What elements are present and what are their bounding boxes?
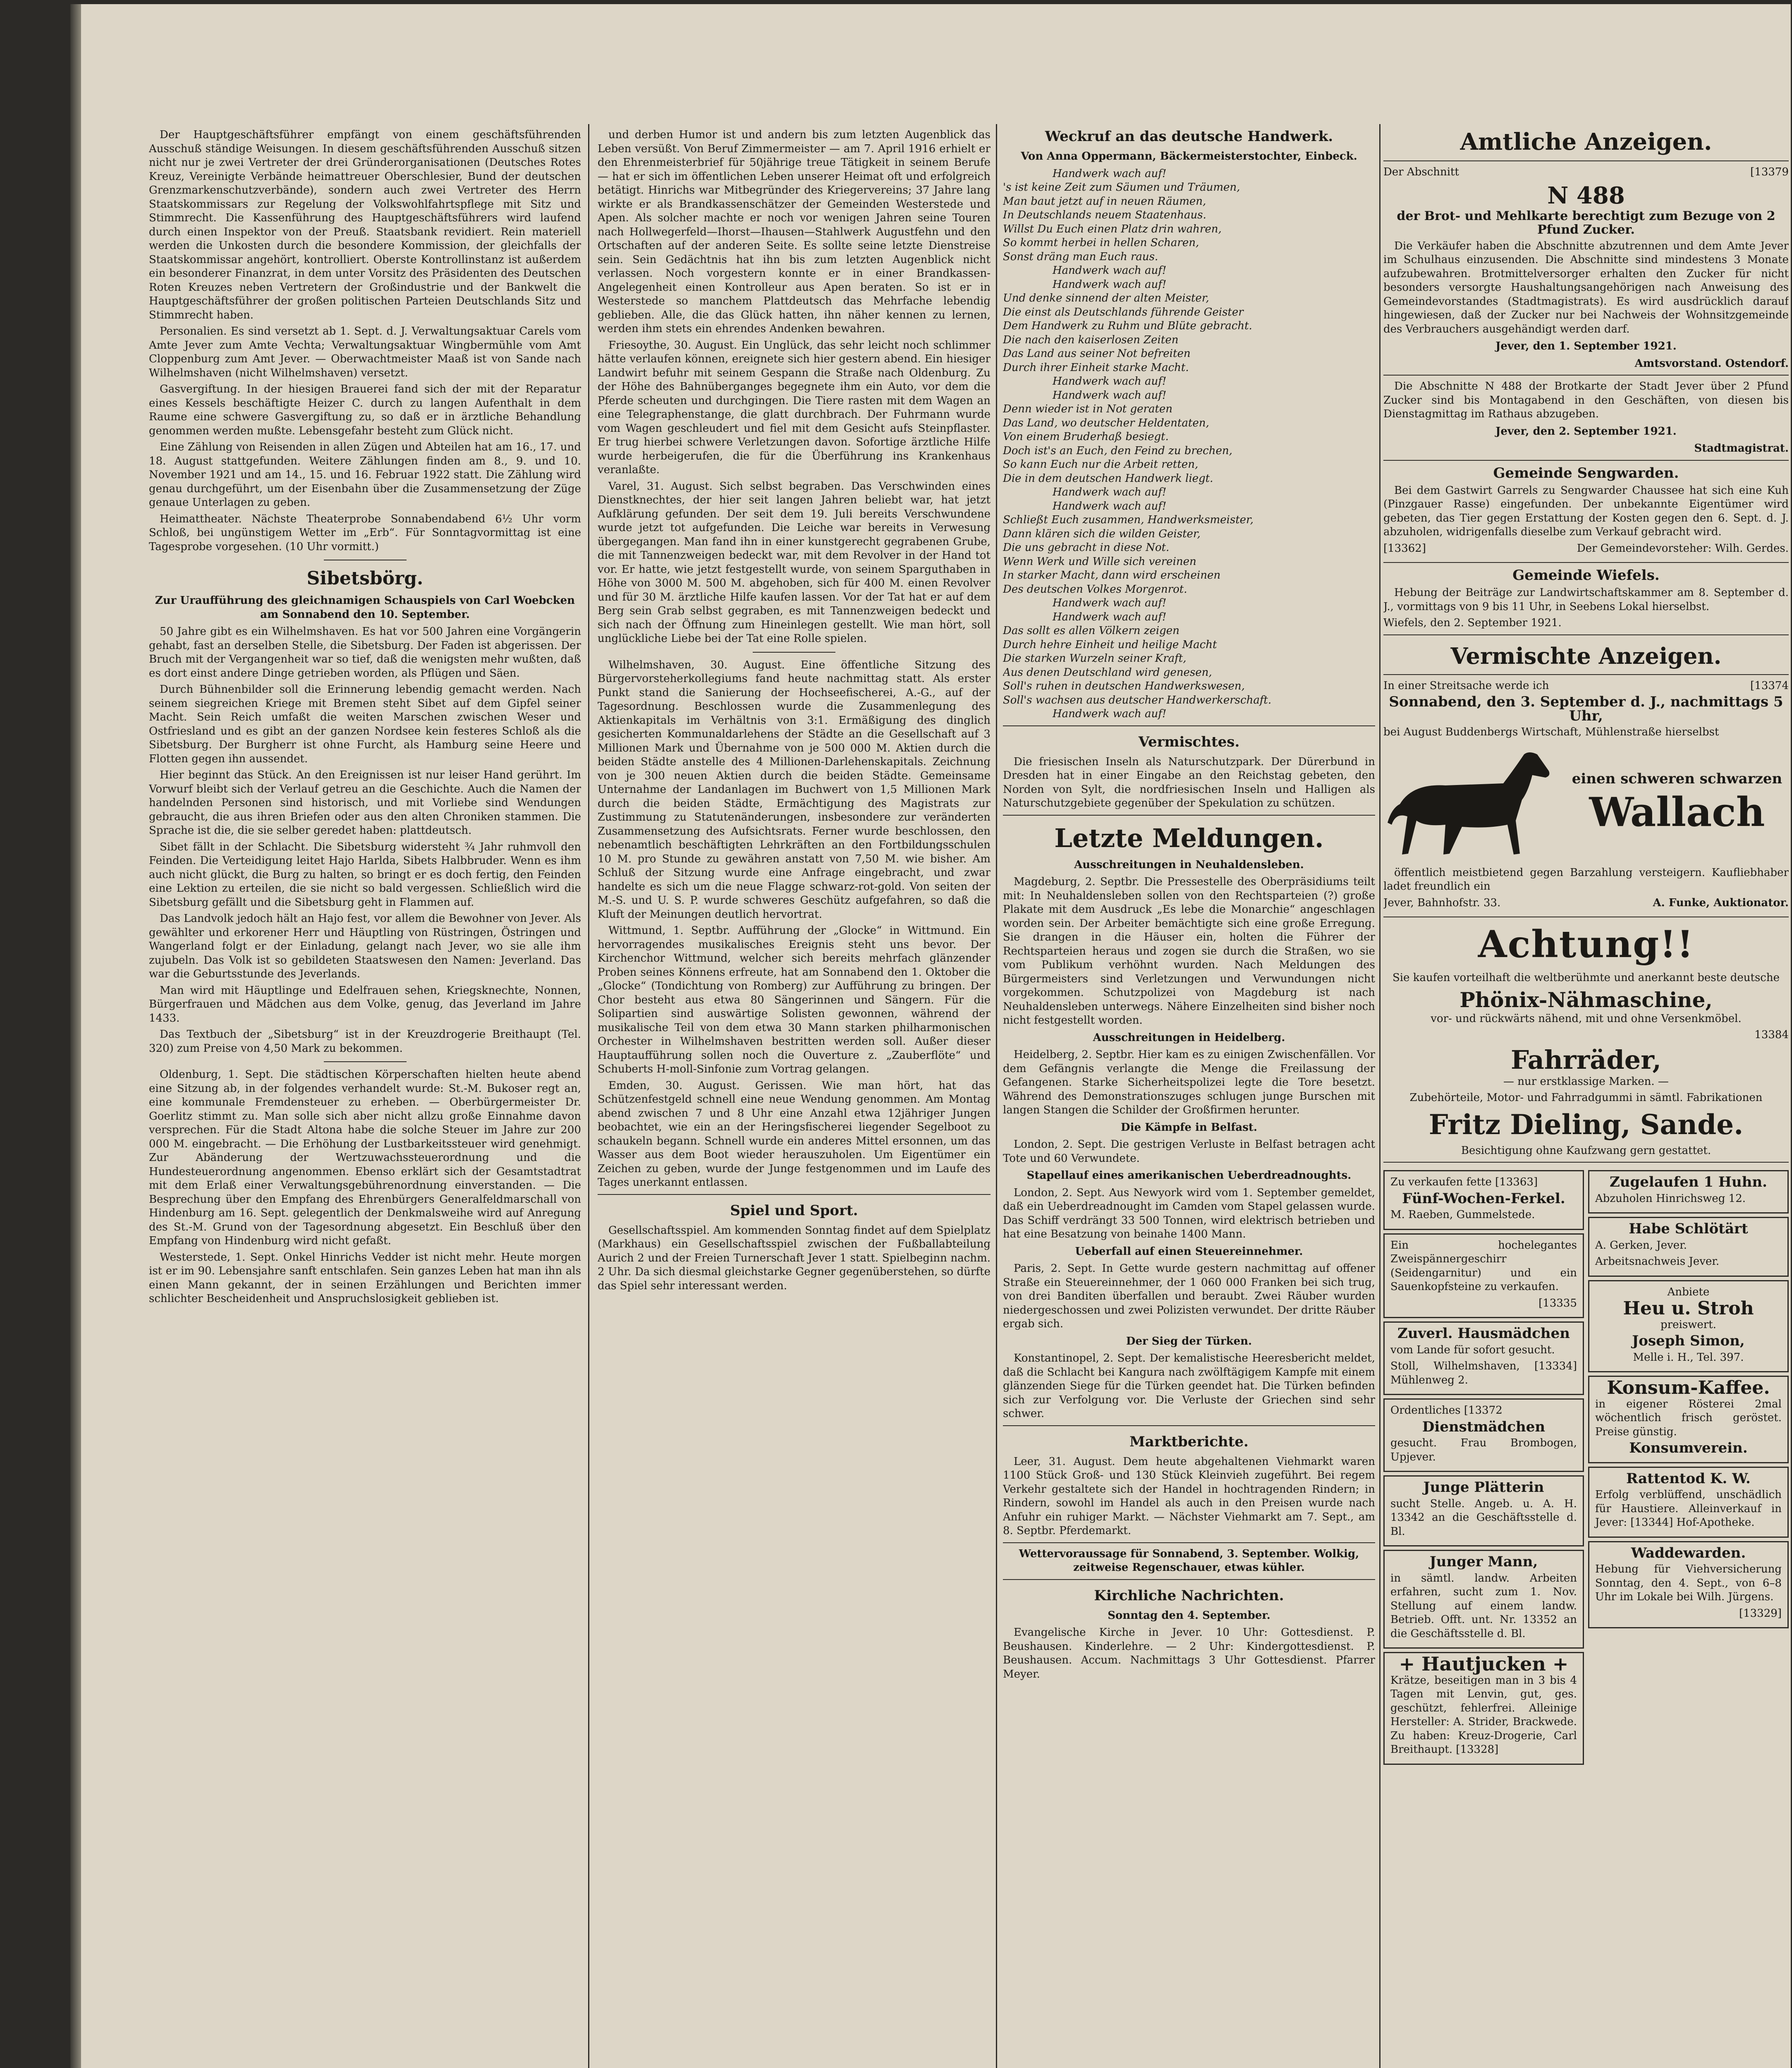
ad-ref: [13374 (1750, 679, 1789, 692)
poem-line: Handwerk wach auf! (1053, 167, 1167, 180)
poem-line: Willst Du Euch einen Platz drin wahren, (1003, 223, 1222, 235)
article-paragraph: Das Landvolk jedoch hält an Hajo fest, vor allem die Bewohner von Jever. Als gewählter und erkorener Herr und Häuptling von Rüstringen, Östringen und Wangerland folgt er der Einladung, gelangt nach Jever, wo sie alle ihm zujubeln. Das Volk ist so gebildeten Staatswesen den Namen: Jeverland. Das war die Geburtsstunde des Jeverlands. (149, 912, 581, 980)
ad-text: — nur erstklassige Marken. — (1503, 1075, 1669, 1088)
article-paragraph: Eine Zählung von Reisenden in allen Zügen und Abteilen hat am 16., 17. und 18. August stattgefunden. Weitere Zählungen finden am 8., 9. und 10. November 1921 und am 14., 15. und 16. Februar 1922 statt. Die Zählung wird genau durchgeführt, um der Eisenbahn über die Zusammensetzung der Züge genaue Unterlagen zu geben. (149, 441, 581, 509)
ad-headline: Fritz Dieling, Sande. (1428, 1108, 1744, 1141)
ad-headline: Zuverl. Hausmädchen (1397, 1325, 1570, 1342)
ad-text: gesucht. Frau Brombogen, Upjever. (1390, 1437, 1577, 1463)
separator (1003, 1425, 1375, 1426)
ad-headline: Habe Schlötärt (1629, 1221, 1748, 1237)
ad-text: in eigener Rösterei 2mal wöchentlich frisch geröstet. Preise günstig. (1595, 1398, 1782, 1438)
ad-text: Erfolg verblüffend, unschädlich für Haustiere. Alleinverkauf in Jever: [13344] Hof-Apotheke. (1595, 1489, 1782, 1529)
separator (1383, 634, 1789, 635)
poem-line: Denn wieder ist in Not geraten (1003, 403, 1173, 415)
subheading: Ausschreitungen in Neuhaldensleben. (1074, 858, 1304, 871)
section-heading: Vermischte Anzeigen. (1450, 642, 1722, 669)
classified-ad (1588, 1376, 1789, 1463)
notice-text: Bei dem Gastwirt Garrels zu Sengwarder Chaussee hat sich eine Kuh (Pinzgauer Rasse) eingefunden. Der unbekannte Eigentümer wird gebeten, das Tier gegen Erstattung der Kosten gegen den 6. Sept. d. J. abzuholen, widrigenfalls dieselbe zum Verkauf gebracht wird. (1383, 484, 1789, 538)
ad-headline: Joseph Simon, (1632, 1333, 1745, 1349)
classified-column-left (1383, 1167, 1584, 1768)
notice-ref: [13362] (1383, 542, 1426, 555)
notice-number: N 488 (1547, 182, 1625, 209)
ad-headline: Fünf-Wochen-Ferkel. (1402, 1190, 1565, 1207)
separator (598, 1194, 991, 1195)
notice-signature: Stadtmagistrat. (1694, 442, 1789, 455)
article-paragraph: London, 2. Sept. Aus Newyork wird vom 1. September gemeldet, daß ein Ueberdreadnought im Camden vom Stapel gelassen wurde. Das Schiff verdrängt 33 500 Tonnen, wird elektrisch betrieben und hat eine Besatzung von beinahe 1400 Mann. (1003, 1186, 1375, 1240)
classified-ad (1588, 1541, 1789, 1629)
ad-headline: Phönix-Nähmaschine, (1459, 987, 1713, 1012)
ad-text: Sie kaufen vorteilhaft die weltberühmte und anerkannt beste deutsche (1392, 972, 1780, 984)
notice-signature: Der Gemeindevorsteher: Wilh. Gerdes. (1577, 542, 1789, 555)
poem-line: Man baut jetzt auf in neuen Räumen, (1003, 195, 1206, 208)
ad-text: öffentlich meistbietend gegen Barzahlung versteigern. Kaufliebhaber ladet freundlich ein (1383, 866, 1789, 893)
ad-text: A. Gerken, Jever. (1595, 1239, 1687, 1252)
poem-line: Handwerk wach auf! (1053, 486, 1167, 498)
ad-place: Jever, Bahnhofstr. 33. (1383, 896, 1501, 909)
column-rule-3 (1379, 124, 1380, 2068)
article-paragraph: Varel, 31. August. Sich selbst begraben. Das Verschwinden eines Dienstknechtes, der hier seit langen Jahren beliebt war, hat jetzt Aufklärung gefunden. Der seit dem 19. Juli bereits Verschwundene wurde jetzt tot aufgefunden. Die Leiche war bereits in Verwesung übergegangen. Man fand ihn in einer kunstgerecht gegrabenen Grube, die mit Tannenzweigen bedeckt war, mit dem Revolver in der Hand tot vor. Er hatte, wie jetzt festgestellt wurde, von seinem Sparguthaben in Höhe von 3000 M. 500 M. abgehoben, sich für 400 M. einen Revolver und für 30 M. ärztliche Hilfe kaufen lassen. Vor der Tat hat er auf dem Berg sein Grab selbst gegraben, es mit Tannenzweigen bedeckt und sich nach der Öffnung zum Hineinlegen gestellt. Wie man hört, soll unglückliche Liebe bei der Tat eine Rolle spielen. (598, 480, 991, 645)
column-1 (149, 128, 581, 1309)
section-heading: Marktberichte. (1129, 1433, 1249, 1450)
section-heading: Spiel und Sport. (730, 1202, 858, 1219)
ad-text: Stoll, Wilhelmshaven, [13334] Mühlenweg 2. (1390, 1360, 1577, 1386)
separator (1383, 375, 1789, 376)
poem-line: Handwerk wach auf! (1053, 500, 1167, 512)
poem-line: So kann Euch nur die Arbeit retten, (1003, 458, 1199, 471)
notice-date: Jever, den 2. September 1921. (1495, 425, 1677, 438)
classified-ad (1383, 1475, 1584, 1546)
ad-text: Melle i. H., Tel. 397. (1633, 1351, 1744, 1364)
column-4 (1383, 128, 1789, 1768)
ad-headline: Rattentod K. W. (1626, 1470, 1751, 1487)
separator (1003, 1542, 1375, 1543)
poem-line: Handwerk wach auf! (1053, 375, 1167, 388)
article-paragraph: Man wird mit Häuptlinge und Edelfrauen sehen, Kriegsknechte, Nonnen, Bürgerfrauen und Mädchen aus dem Volke, genug, das Jeverland im Jahre 1433. (149, 984, 581, 1024)
notice-signature: Amtsvorstand. Ostendorf. (1634, 357, 1789, 370)
ad-text: M. Raeben, Gummelstede. (1390, 1209, 1535, 1221)
poem-line: Soll's wachsen aus deutscher Handwerkerschaft. (1003, 694, 1272, 706)
subheading: Stapellauf eines amerikanischen Ueberdreadnoughts. (1026, 1169, 1352, 1182)
poem-line: Von einem Bruderhaß besiegt. (1003, 431, 1169, 443)
binding-edge (70, 4, 81, 2068)
ad-text: Anbiete (1667, 1285, 1710, 1298)
ad-headline: Wallach (1589, 788, 1765, 835)
poem-line: Die in dem deutschen Handwerk liegt. (1003, 472, 1213, 485)
article-paragraph: Gasvergiftung. In der hiesigen Brauerei fand sich der mit der Reparatur eines Kessels beschäftigte Heizer C. durch zu langen Aufenthalt in dem Raume eine schwere Gasvergiftung zu, so daß er in ärztliche Behandlung genommen werden mußte. Lebensgefahr besteht zum Glück nicht. (149, 383, 581, 437)
column-rule-2 (996, 124, 997, 2068)
poem-line: Die nach den kaiserlosen Zeiten (1003, 333, 1179, 346)
ad-text: Zubehörteile, Motor- und Fahrradgummi in sämtl. Fabrikationen (1409, 1091, 1763, 1104)
article-paragraph: Der Hauptgeschäftsführer empfängt von einem geschäftsführenden Ausschuß ständige Weisungen. In diesem geschäftsführenden Ausschuß sitzen nicht nur je zwei Vertreter der drei Gründerorganisationen (Deutsches Rotes Kreuz, Vereinigte Verbände heimattreuer Oberschlesier, Bund der deutschen Grenzmarkenschutzverbände), sondern auch zwei Vertreter des Herrn Staatskommissars zur Regelung der Volkswohlfahrtspflege mit Sitz und Stimmrecht. Die Kassenführung des Hauptgeschäftsführers wird laufend durch einen Inspektor von der Preuß. Staatsbank revidiert. Rein materiell werden die Unkosten durch die besondere Kommission, der gleichfalls der Staatskommissar angehört, kontrolliert. Oberste Kontrollinstanz ist außerdem ein besonderer Finanzrat, in dem unter Vorsitz des Präsidenten des Deutschen Roten Kreuzes neben Vertretern der Großindustrie und der Bankwelt die Hauptgeschäftsführer der großen politischen Parteien Deutschlands Sitz und Stimmrecht haben. (149, 129, 581, 321)
poem-line: 's ist keine Zeit zum Säumen und Träumen, (1003, 181, 1240, 194)
ad-text: Ein hochelegantes Zweispännergeschirr (Seidengarnitur) und ein Sauenkopfsteine zu verkaufen. (1390, 1239, 1577, 1293)
notice-footer (1383, 542, 1789, 558)
section-heading: Sibetsbörg. (306, 568, 423, 589)
ad-headline: Zugelaufen 1 Huhn. (1609, 1174, 1768, 1190)
section-heading: Vermischtes. (1138, 733, 1240, 750)
article-paragraph: Westerstede, 1. Sept. Onkel Hinrichs Vedder ist nicht mehr. Heute morgen ist er im 90. Lebensjahre sanft entschlafen. Sein ganzes Leben hat man ihn als einen Mann gekannt, der in seinen Erzählungen und Berichten immer schlichter Bescheidenheit und Anspruchslosigkeit geblieben ist. (149, 1251, 581, 1305)
notice-text: der Brot- und Mehlkarte berechtigt zum Bezuge von 2 Pfund Zucker. (1397, 208, 1775, 237)
poem-line: Handwerk wach auf! (1053, 708, 1167, 720)
poem-line: Des deutschen Volkes Morgenrot. (1003, 583, 1187, 596)
article-paragraph: Leer, 31. August. Dem heute abgehaltenen Viehmarkt waren 1100 Stück Groß- und 130 Stück Kleinvieh zugeführt. Bei regem Verkehr gestaltete sich der Handel in hochtragenden Rindern; in Rindern, sowohl im Handel als auch in den Preisen wurde nach Anfuhr ein ruhiger Markt. — Nächster Viehmarkt am 7. Sept., am 8. Septbr. Pferdemarkt. (1003, 1455, 1375, 1537)
poem-line: Handwerk wach auf! (1053, 278, 1167, 291)
ad-ref: [13335 (1538, 1297, 1577, 1309)
newspaper-page (70, 4, 1791, 2068)
notice-text: Hebung der Beiträge zur Landwirtschaftskammer am 8. September d. J., vormittags von 9 bis 11 Uhr, in Seebens Lokal hierselbst. (1383, 586, 1789, 613)
ad-headline: Junge Plätterin (1423, 1479, 1544, 1496)
article-paragraph: Emden, 30. August. Gerissen. Wie man hört, hat das Schützenfestgeld schnell eine neue Wendung genommen. Am Montag abend zwischen 7 und 8 Uhr eine Anzahl etwa 12jähriger Jungen beobachtet, wie ein an der Heringsfischerei liegender Segelboot zu schaukeln begann. Schnell wurde ein anderes Mittel ersonnen, um das Wasser aus dem Boot wieder herauszuholen. Um Eigentümer ein Zeichen zu geben, wurde der Junge festgenommen und im Laufe des Tages unerkannt entlassen. (598, 1079, 991, 1189)
section-heading: Gemeinde Wiefels. (1512, 567, 1660, 584)
ad-date: Sonnabend, den 3. September d. J., nachmittags 5 Uhr, (1389, 694, 1783, 724)
ad-text: In einer Streitsache werde ich (1383, 679, 1549, 692)
column-3 (1003, 128, 1375, 1684)
poem-author: Von Anna Oppermann, Bäckermeisterstochter, Einbeck. (1021, 150, 1357, 163)
ad-headline: Achtung!! (1478, 922, 1694, 966)
poem-line: Aus denen Deutschland wird genesen, (1003, 666, 1212, 679)
ad-text: in sämtl. landw. Arbeiten erfahren, sucht zum 1. Nov. Stellung auf einem landw. Betrieb. Offt. unt. Nr. 13352 an die Geschäftsstelle d. Bl. (1390, 1572, 1577, 1640)
poem-line: Handwerk wach auf! (1053, 610, 1167, 623)
section-heading: Kirchliche Nachrichten. (1094, 1587, 1284, 1604)
poem (1003, 167, 1375, 721)
ad-text: Ordentliches [13372 (1390, 1404, 1503, 1417)
notice-text: Der Abschnitt (1383, 166, 1459, 178)
church-date: Sonntag den 4. September. (1108, 1609, 1270, 1622)
poem-title: Weckruf an das deutsche Handwerk. (1045, 128, 1333, 145)
article-paragraph: Das Textbuch der „Sibetsburg“ ist in der Kreuzdrogerie Breithaupt (Tel. 320) zum Preise von 4,50 Mark zu bekommen. (149, 1028, 581, 1055)
column-2 (598, 128, 991, 1295)
classified-column-right (1588, 1167, 1789, 1768)
classified-ad (1383, 1398, 1584, 1472)
ad-ref: [13329] (1739, 1607, 1782, 1620)
poem-line: In Deutschlands neuem Staatenhaus. (1003, 209, 1206, 221)
article-paragraph: Evangelische Kirche in Jever. 10 Uhr: Gottesdienst. P. Beushausen. Kinderlehre. — 2 Uhr: Kindergottesdienst. P. Beushausen. Accum. Nachmittags 3 Uhr Gottesdienst. Pfarrer Meyer. (1003, 1626, 1375, 1680)
ad-headline: Konsum-Kaffee. (1607, 1377, 1770, 1398)
separator (324, 1061, 407, 1062)
section-heading: Amtliche Anzeigen. (1460, 128, 1712, 156)
ad-text: vor- und rückwärts nähend, mit und ohne Versenkmöbel. (1431, 1012, 1742, 1025)
article-paragraph: Gesellschaftsspiel. Am kommenden Sonntag findet auf dem Spielplatz (Markhaus) ein Gesellschaftsspiel zwischen der Fußballabteilung Aurich 2 und der Freien Turnerschaft Jever 1 statt. Spielbeginn nachm. 2 Uhr. Da sich diesmal gleichstarke Gegner gegenüberstehen, so dürfte das Spiel sehr interessant werden. (598, 1224, 991, 1292)
poem-line: Durch ihrer Einheit starke Macht. (1003, 361, 1189, 374)
ad-headline: Dienstmädchen (1422, 1418, 1546, 1435)
classified-ad (1383, 1321, 1584, 1395)
article-paragraph: Oldenburg, 1. Sept. Die städtischen Körperschaften hielten heute abend eine Sitzung ab, in der folgendes verhandelt wurde: St.-M. Bukoser regt an, eine kommunale Fremdensteuer zu erheben. — Oberbürgermeister Dr. Goerlitz stimmt zu. Man solle sich aber nicht allzu große Einnahme davon versprechen. Für die Stadt Altona habe die solche Steuer im Jahre zur 200 000 M. eingebracht. — Die Erhöhung der Lustbarkeitssteuer wird genehmigt. Zur Abänderung der Wertzuwachssteuerordnung und die Hundesteuerordnung angenommen. Ebenso erklärt sich der Gesamtstadtrat mit dem Erlaß einer Verwaltungsgebührenordnung einverstanden. — Die Besprechung über den Empfang des Ehrenbürgers Generalfeldmarschall von Hindenburg am 16. Sept. gelegentlich der Denkmalsweihe wird auf Anregung des St.-M. Grund von der Tagesordnung abgesetzt. Ein Beschluß über den Empfang von Hindenburg wird nicht gefaßt. (149, 1068, 581, 1247)
column-rule-1 (588, 124, 589, 2068)
poem-line: So kommt herbei in hellen Scharen, (1003, 237, 1199, 249)
auction-ad-header (1383, 679, 1789, 696)
ad-headline: Fahrräder, (1511, 1044, 1661, 1075)
notice-date: Wiefels, den 2. September 1921. (1383, 617, 1562, 629)
poem-line: Schließt Euch zusammen, Handwerksmeister, (1003, 514, 1254, 526)
ad-text: Krätze, beseitigen man in 3 bis 4 Tagen mit Lenvin, gut, ges. geschützt, fehlerfrei. Alleinige Hersteller: A. Strider, Brackwede. Zu haben: Kreuz-Drogerie, Carl Breithaupt. [13328] (1390, 1674, 1577, 1756)
poem-line: Dann klären sich die wilden Geister, (1003, 527, 1201, 540)
weather-forecast: Wettervoraussage für Sonnabend, 3. September. Wolkig, zeitweise Regenschauer, etwas kühler. (1019, 1547, 1359, 1574)
subheading: Die Kämpfe in Belfast. (1121, 1121, 1257, 1134)
horse-icon (1383, 742, 1557, 866)
article-paragraph: Heidelberg, 2. Septbr. Hier kam es zu einigen Zwischenfällen. Vor dem Gefängnis verlangte die Menge die Freilassung der Gefangenen. Starke Sicherheitspolizei legte die Tore besetzt. Während des Demonstrationszuges schlugen junge Burschen mit langen Stangen die Schilder der Großfirmen herunter. (1003, 1048, 1375, 1116)
classified-ad (1588, 1217, 1789, 1277)
notice-text: Die Verkäufer haben die Abschnitte abzutrennen und dem Amte Jever im Schulhaus einzusenden. Die Abschnitte sind mindestens 3 Monate aufzubewahren. Brotmittelversorger erhalten den Zucker für nicht besonders versorgte Haushaltungsangehörigen nach Anweisung des Gemeindevorstandes (Stadtmagistrats). Es wird ausdrücklich darauf hingewiesen, daß der Zucker nur bei Nachweis der Wohnsitzgemeinde des Verbrauchers ausgehändigt werden darf. (1383, 239, 1789, 335)
classified-ad (1383, 1170, 1584, 1230)
ad-text: vom Lande für sofort gesucht. (1390, 1343, 1555, 1356)
classified-ad (1383, 1550, 1584, 1649)
ad-headline: Konsumverein. (1629, 1440, 1748, 1456)
poem-line: Die starken Wurzeln seiner Kraft, (1003, 652, 1187, 665)
ad-text: Besichtigung ohne Kaufzwang gern gestattet. (1461, 1144, 1711, 1157)
poem-line: Die uns gebracht in diese Not. (1003, 541, 1170, 554)
poem-line: Dem Handwerk zu Ruhm und Blüte gebracht. (1003, 320, 1252, 332)
ad-footer (1383, 896, 1789, 913)
poem-line: Soll's ruhen in deutschen Handwerkswesen, (1003, 680, 1245, 692)
ad-text: Zu verkaufen fette [13363] (1390, 1176, 1538, 1188)
poem-line: Das sollt es allen Völkern zeigen (1003, 625, 1180, 637)
poem-line: Handwerk wach auf! (1053, 264, 1167, 277)
ad-text: Hebung für Viehversicherung Sonntag, den 4. Sept., von 6–8 Uhr im Lokale bei Wilh. Jürgens. (1595, 1563, 1782, 1603)
notice-date: Jever, den 1. September 1921. (1495, 340, 1677, 352)
ad-text: preiswert. (1660, 1318, 1716, 1331)
notice-header (1383, 165, 1789, 182)
article-paragraph: Friesoythe, 30. August. Ein Unglück, das sehr leicht noch schlimmer hätte verlaufen können, ereignete sich hier gestern abend. Ein hiesiger Landwirt befuhr mit seinem Gespann die Straße nach Oldenburg. Zu der Höhe des Bahnüberganges begegnete ihm ein Auto, vor dem die Pferde scheuten und durchgingen. Die Tiere rasten mit dem Wagen an eine Telegraphenstange, die glatt durchbrach. Der Fuhrmann wurde vom Wagen geschleudert und fiel mit dem Gesicht aufs Steinpflaster. Er trug hierbei schwere Verletzungen davon. Sofortige ärztliche Hilfe wurde herbeigerufen, die für die Überführung ins Krankenhaus veranlaßte. (598, 339, 991, 476)
ad-headline: Heu u. Stroh (1623, 1298, 1754, 1319)
subheading: Ausschreitungen in Heidelberg. (1093, 1031, 1285, 1044)
ad-copy (1565, 772, 1789, 835)
poem-line: Durch hehre Einheit und heilige Macht (1003, 638, 1217, 651)
article-paragraph: Personalien. Es sind versetzt ab 1. Sept. d. J. Verwaltungsaktuar Carels vom Amte Jever zum Amte Vechta; Verwaltungsaktuar Wingbermühle vom Amt Cloppenburg zum Amt Jever. — Oberwachtmeister Maaß ist von Sande nach Wilhelmshaven (nicht Wilhelmshaven) versetzt. (149, 325, 581, 379)
poem-line: Das Land aus seiner Not befreiten (1003, 347, 1191, 360)
separator (1003, 815, 1375, 816)
notice-text: Die Abschnitte N 488 der Brotkarte der Stadt Jever über 2 Pfund Zucker sind bis Montagabend in den Geschäften, von diesen bis Dienstagmittag im Rathaus abzugeben. (1383, 380, 1789, 420)
separator (1383, 460, 1789, 461)
separator (1383, 562, 1789, 563)
ad-text: bei August Buddenbergs Wirtschaft, Mühlenstraße hierselbst (1383, 726, 1719, 738)
article-paragraph: Wittmund, 1. Septbr. Aufführung der „Glocke“ in Wittmund. Ein hervorragendes musikalisches Ereignis steht uns bevor. Der Kirchenchor Wittmund, welcher sich bereits mehrfach glänzender Proben seines Könnens erfreute, hat am Sonnabend den 1. Oktober die „Glocke“ (Tondichtung von Romberg) zur Aufführung zu bringen. Der Chor besteht aus etwa 80 Sängerinnen und Sängern. Für die Solipartien sind auswärtige Solisten gewonnen, während der musikalische Teil von dem etwa 30 Mann starken philharmonischen Orchester in Wilhelmshaven bestritten werden soll. Außer dieser Hauptaufführung sollen noch die Ouverture z. „Zauberflöte“ und Schuberts H-moll-Sinfonie zum Vortrag gelangen. (598, 924, 991, 1075)
classified-ad (1588, 1170, 1789, 1214)
article-paragraph: Sibet fällt in der Schlacht. Die Sibetsburg widersteht ¾ Jahr ruhmvoll den Feinden. Die Verteidigung leitet Hajo Harlda, Sibets Halbbruder. Wenn es ihm auch nicht glückt, die Burg zu halten, so bringt er es doch fertig, den Feinden eine Lektion zu erteilen, die sie nicht so bald vergessen. Schließlich wird die Sibetsburg gefällt und die Sibetsburg geht in Flammen auf. (149, 840, 581, 909)
article-paragraph: Magdeburg, 2. Septbr. Die Pressestelle des Oberpräsidiums teilt mit: In Neuhaldensleben sollen von den Rechtsparteien (?) große Plakate mit dem Ausdruck „Es lebe die Monarchie“ angeschlagen worden sein. Der Arbeiter bemächtigte sich eine große Erregung. Sie drangen in die Häuser ein, holten die Führer der Rechtsparteien heraus und zogen sie durch die Straßen, wo sie vom Publikum verhöhnt wurden. Nach Meldungen des Bürgermeisters sind Verletzungen und Verwundungen nicht vorgekommen. Schutzpolizei von Magdeburg ist nach Neuhaldensleben unterwegs. Nähere Einzelheiten sind bisher noch nicht festgestellt worden. (1003, 876, 1375, 1027)
separator (1383, 1162, 1789, 1163)
poem-line: Das Land, wo deutscher Heldentaten, (1003, 416, 1209, 429)
section-heading: Gemeinde Sengwarden. (1493, 464, 1679, 481)
article-paragraph: 50 Jahre gibt es ein Wilhelmshaven. Es hat vor 500 Jahren eine Vorgängerin gehabt, fast an derselben Stelle, die Sibetsburg. Der Faden ist abgerissen. Der Bruch mit der Vergangenheit war so tief, daß die wenigsten mehr wußten, daß es dort einst andere Dinge getrieben worden, als Pflügen und Säen. (149, 625, 581, 680)
classified-ad (1588, 1467, 1789, 1538)
separator (1383, 674, 1789, 675)
article-paragraph: Durch Bühnenbilder soll die Erinnerung lebendig gemacht werden. Nach seinem siegreichen Kriege mit Bremen steht Sibet auf dem Gipfel seiner Macht. Sein Reich umfaßt die weiten Marschen zwischen Weser und Ostfriesland und es gibt an der ganzen Nordsee kein festeres Schloß als die Sibetsburg. Der Burgherr ist ohne Furcht, als Hamburg seine Heere und Flotten gegen ihn aussendet. (149, 683, 581, 765)
article-paragraph: Hier beginnt das Stück. An den Ereignissen ist nur leiser Hand gerührt. Im Vorwurf bleibt sich der Verlauf getreu an die Geschichte. Auch die Namen der handelnden Personen sind historisch, und mit Vorliebe sind Wendungen gebraucht, die aus ihren Briefen oder aus den alten Chroniken stammen. Die Sprache ist die, die sie selber geredet haben: plattdeutsch. (149, 769, 581, 837)
auction-ad (1383, 742, 1789, 866)
article-paragraph: London, 2. Sept. Die gestrigen Verluste in Belfast betragen acht Tote und 60 Verwundete. (1003, 1138, 1375, 1165)
article-paragraph: Heimattheater. Nächste Theaterprobe Sonnabendabend 6½ Uhr vorm Schloß, bei ungünstigem Wetter im „Erb“. Für Sonntagvormittag ist eine Tagesprobe vorgesehen. (10 Uhr vormitt.) (149, 512, 581, 553)
poem-line: Doch ist's an Euch, den Feind zu brechen, (1003, 444, 1232, 457)
ad-text: Abzuholen Hinrichsweg 12. (1595, 1192, 1746, 1205)
ad-headline: Junger Mann, (1429, 1553, 1538, 1570)
poem-line: Sonst dräng man Euch raus. (1003, 250, 1158, 263)
ad-headline: Waddewarden. (1631, 1544, 1746, 1561)
article-paragraph: Die friesischen Inseln als Naturschutzpark. Der Dürerbund in Dresden hat in einer Eingabe an den Reichstag gebeten, den Norden von Sylt, die nordfriesischen Inseln und Halligen als Naturschutzgebiete gegenüber der Spekulation zu schützen. (1003, 755, 1375, 809)
separator (1003, 1579, 1375, 1580)
notice-ref: [13379 (1750, 166, 1789, 178)
section-heading: Letzte Meldungen. (1054, 823, 1324, 853)
poem-line: Wenn Werk und Wille sich vereinen (1003, 555, 1196, 568)
classified-ad (1383, 1652, 1584, 1765)
ad-signature: A. Funke, Auktionator. (1653, 896, 1789, 909)
classified-ad (1383, 1233, 1584, 1319)
ad-text: einen schweren schwarzen (1572, 771, 1782, 787)
separator (753, 652, 835, 653)
ad-text: sucht Stelle. Angeb. u. A. H. 13342 an die Geschäftsstelle d. Bl. (1390, 1497, 1577, 1538)
ad-headline: + Hautjucken + (1399, 1653, 1569, 1675)
poem-line: In starker Macht, dann wird erscheinen (1003, 569, 1221, 582)
poem-line: Und denke sinnend der alten Meister, (1003, 292, 1209, 304)
subheading: Ueberfall auf einen Steuereinnehmer. (1075, 1245, 1303, 1258)
ad-ref: 13384 (1754, 1029, 1789, 1041)
article-paragraph: Paris, 2. Sept. In Gette wurde gestern nachmittag auf offener Straße ein Steuereinnehmer, der 1 060 000 Franken bei sich trug, von drei Banditen überfallen und beraubt. Zwei Räuber wurden niedergeschossen und zwei Polizisten verwundet. Der dritte Räuber ergab sich. (1003, 1262, 1375, 1330)
separator (1003, 725, 1375, 726)
subheading: Der Sieg der Türken. (1126, 1335, 1252, 1348)
separator (1383, 160, 1789, 161)
ad-text: Arbeitsnachweis Jever. (1595, 1255, 1720, 1268)
poem-line: Handwerk wach auf! (1053, 597, 1167, 609)
article-paragraph: Konstantinopel, 2. Sept. Der kemalistische Heeresbericht meldet, daß die Schlacht bei Kangura nach zwölftägigem Kampfe mit einem glänzenden Siege für die Türken geendet hat. Die Türken befinden sich zur Verfolgung vor. Die Verluste der Griechen sind sehr schwer. (1003, 1352, 1375, 1420)
poem-line: Die einst als Deutschlands führende Geister (1003, 306, 1244, 318)
section-subtitle: Zur Uraufführung des gleichnamigen Schauspiels von Carl Woebcken am Sonnabend den 10. September. (155, 594, 575, 621)
classified-ad (1588, 1280, 1789, 1373)
poem-line: Handwerk wach auf! (1053, 389, 1167, 402)
article-paragraph: Wilhelmshaven, 30. August. Eine öffentliche Sitzung des Bürgervorsteherkollegiums fand heute nachmittag statt. Als erster Punkt stand die Sanierung der Hochseefischerei, A.-G., auf der Tagesordnung. Beschlossen wurde die Zusammenlegung des Aktienkapitals im Verhältnis von 3:1. Ermäßigung des dinglich gesicherten Kommunaldarlehens der Städte an die Gesellschaft auf 3 Millionen Mark und Übernahme von je 500 000 M. Aktien durch die beiden Städte anstelle des 4 Millionen-Darlehenskapitals. Zeichnung von je 300 neuen Aktien durch die beiden Städte. Gemeinsame Unternahme der Landanlagen im Buchwert von 1,5 Millionen Mark durch die beiden Städte, Ermächtigung des Magistrats zur Zustimmung zu Statutenänderungen, insbesondere zur veränderten Zusammensetzung des Aufsichtsrats. Ferner wurde beschlossen, den nebenamtlich beschäftigten Lehrkräften an den Fortbildungsschulen 10 M. pro Stunde zu gewähren anstatt von 7,50 M. wie bisher. Am Schluß der Sitzung wurde eine Anfrage eingebracht, und zwar handelte es sich um die neue Flagge schwarz-rot-gold. Von seiten der M.-S. und U. S. P. wurde schweres Geschütz aufgefahren, so daß die Kluft der Meinungen deutlich hervortrat. (598, 658, 991, 921)
article-paragraph: und derben Humor ist und andern bis zum letzten Augenblick das Leben versüßt. Von Beruf Zimmermeister — am 7. April 1916 erhielt er den Ehrenmeisterbrief für 50jährige treue Tätigkeit in seinem Berufe — hat er sich im öffentlichen Leben unserer Heimat oft und erfolgreich betätigt. Hinrichs war Mitbegründer des Kriegervereins; 37 Jahre lang wirkte er als Brandkassenschätzer der Gemeinden Westerstede und Apen. Als solcher machte er noch vor wenigen Jahren seine Touren nach Hollwegerfeld—Ihorst—Ihausen—Stahlwerk Augustfehn und den Ortschaften auf der anderen Seite. Es sollte seine letzte Dienstreise sein. Sein Gedächtnis hat ihn bis zum letzten Augenblick nicht verlassen. Noch vorgestern konnte er in einer Brandkassen-Angelegenheit einen Kontrolleur aus Apen beraten. So ist er in Westerstede so manchem Plattdeutsch das Mehrfache lebendig geblieben. Alle, die das Glück hatten, ihn näher kennen zu lernen, werden ihm stets ein ehrendes Andenken bewahren. (598, 129, 991, 335)
classified-grid (1383, 1167, 1789, 1768)
